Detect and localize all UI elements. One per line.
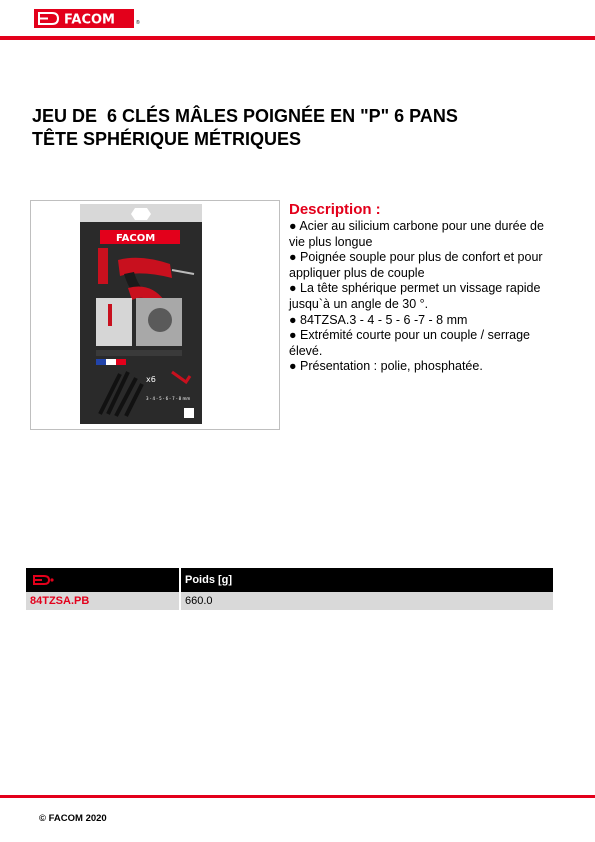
- table-header-ref: [26, 568, 180, 592]
- registered-mark: ®: [136, 20, 140, 26]
- description-item: ● Acier au silicium carbone pour une durée de vie plus longue: [289, 219, 544, 249]
- package-sizes: 3 - 4 - 5 - 6 - 7 - 8 mm: [146, 396, 191, 401]
- brand-text: FACOM: [64, 12, 115, 28]
- footer-copyright: © FACOM 2020: [39, 813, 107, 824]
- table-header-weight: Poids [g]: [180, 568, 553, 592]
- package-count: x6: [146, 375, 156, 384]
- description-item: ● 84TZSA.3 - 4 - 5 - 6 -7 - 8 mm: [289, 312, 468, 327]
- facom-logo-icon: [32, 574, 56, 586]
- footer-divider: [0, 795, 595, 798]
- description-item: ● Extrémité courte pour un couple / serrage élevé.: [289, 328, 531, 358]
- table-row: [26, 592, 553, 610]
- product-image: [80, 204, 202, 424]
- header-divider: [0, 36, 595, 40]
- facom-logo: [34, 9, 134, 28]
- title-line-1: JEU DE 6 CLÉS MÂLES POIGNÉE EN "P" 6 PANS: [32, 106, 458, 126]
- spec-table: [26, 568, 553, 610]
- title-line-2: TÊTE SPHÉRIQUE MÉTRIQUES: [32, 129, 302, 149]
- package-brand: FACOM: [116, 233, 156, 244]
- table-cell-weight: 660.0: [180, 592, 553, 610]
- tool-handle-1: [98, 248, 108, 284]
- page-title: [32, 105, 552, 151]
- description-heading: Description :: [289, 201, 381, 218]
- table-cell-ref[interactable]: 84TZSA.PB: [26, 592, 180, 610]
- description-section: [289, 200, 549, 375]
- description-item: ● La tête sphérique permet un vissage rapide jusqu`à un angle de 30 °.: [289, 281, 541, 311]
- table-header-row: [26, 568, 553, 592]
- description-item: ● Présentation : polie, phosphatée.: [289, 359, 483, 374]
- description-item: ● Poignée souple pour plus de confort et pour appliquer plus de couple: [289, 250, 543, 280]
- description-list: [289, 219, 549, 375]
